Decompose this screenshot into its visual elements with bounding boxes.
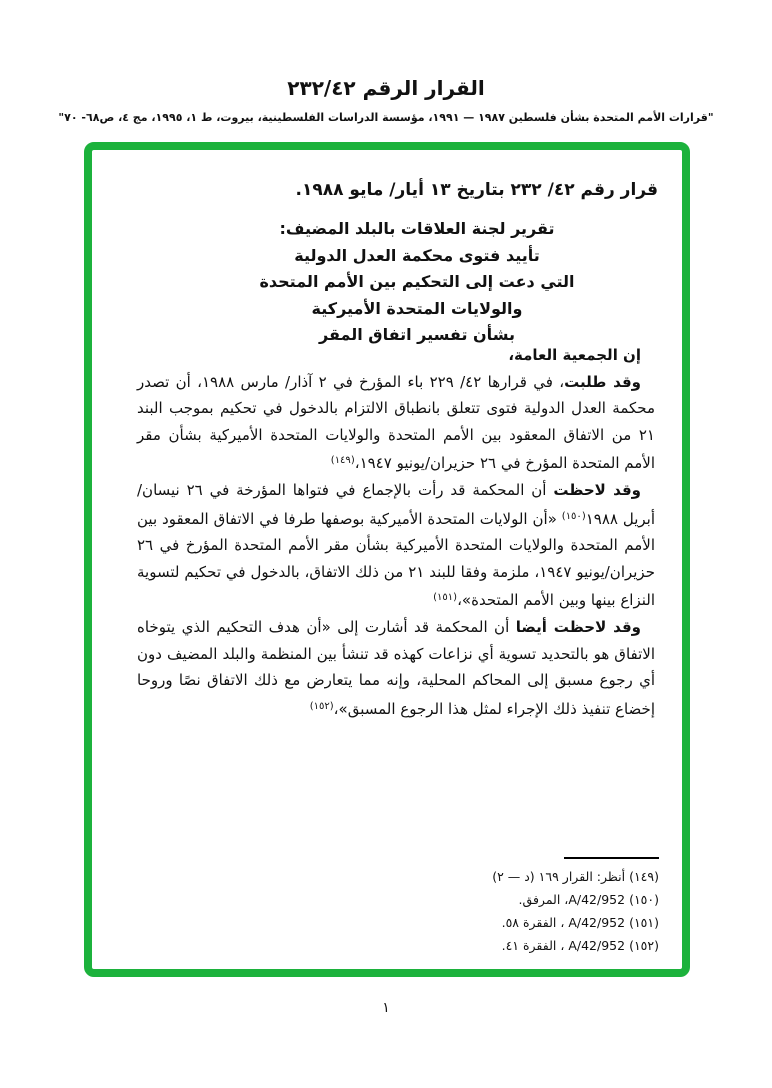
footnotes-block: [122, 857, 659, 957]
body-paragraph: وقد طلبت، في قرارها ٤٢/ ٢٢٩ باء المؤرخ في ٢ آذار/ مارس ١٩٨٨، أن تصدر محكمة العدل الدولية فتوى تتعلق بانطباق الالتزام بالدخول في تحكيم بموجب البند ٢١ من الاتفاق المعقود بين الأمم المتحدة والولايات المتحدة الأميركية بشأن مقر الأمم المتحدة المؤرخ في ٢٦ حزيران/يونيو ١٩٤٧،$^{(١٤٩)}$: [137, 372, 655, 473]
footnote-item: (١٥٠) A/42/952، المرفق.: [518, 892, 659, 907]
resolution-body: [137, 342, 655, 722]
footnote-item: (١٥١) A/42/952 ، الفقرة ٥٨.: [501, 915, 659, 930]
resolution-heading: قرار رقم ٤٢/ ٢٣٢ بتاريخ ١٣ أيار/ مايو ١٩٨٨.: [295, 180, 658, 200]
subject-line: التي دعت إلى التحكيم بين الأمم المتحدة: [259, 272, 575, 291]
subject-line: والولايات المتحدة الأميركية: [311, 298, 523, 318]
source-citation: "قرارات الأمم المتحدة بشأن فلسطين ١٩٨٧ — ١٩٩١، مؤسسة الدراسات الفلسطينية، بيروت، ط ١، ١٩٩٥، مج ٤، ص٦٨- ٧٠": [58, 111, 714, 124]
page-title: القرار الرقم ٢٣٢/٤٢: [287, 76, 485, 100]
assembly-opening: إن الجمعية العامة،: [508, 346, 641, 364]
subject-line: تأييد فتوى محكمة العدل الدولية: [294, 245, 540, 265]
subject-line: بشأن تفسير اتفاق المقر: [319, 325, 515, 344]
body-paragraph: وقد لاحظت أيضا أن المحكمة قد أشارت إلى «أن هدف التحكيم الذي يتوخاه الاتفاق هو بالتحديد تسوية أي نزاعات كهذه قد تنشأ بين المنظمة والبلد المضيف دون أي رجوع مسبق إلى المحاكم المحلية، وإنه مما يتعارض مع ذلك الاتفاق نصًا وروحا إخضاع تنفيذ ذلك الإجراء لمثل هذا الرجوع المسبق»،$^{(١٥٢)}$: [137, 617, 655, 718]
footnote-item: (١٤٩) أنظر: القرار ١٦٩ (د — ٢): [492, 869, 659, 884]
subject-line: تقرير لجنة العلاقات بالبلد المضيف:: [279, 219, 555, 238]
footnote-separator: [564, 857, 659, 859]
resolution-subject-block: [122, 216, 712, 349]
resolution-box: [84, 142, 690, 977]
page-number: ١: [382, 1000, 390, 1016]
footnote-item: (١٥٢) A/42/952 ، الفقرة ٤١.: [501, 938, 659, 953]
body-paragraph: وقد لاحظت أن المحكمة قد رأت بالإجماع في فتواها المؤرخة في ٢٦ نيسان/ أبريل ١٩٨٨$^{(١٥٠)}$ «أن الولايات المتحدة الأميركية بوصفها طرفا في الاتفاق المعقود بين الأمم المتحدة والولايات المتحدة الأميركية بشأن مقر الأمم المتحدة المؤرخ في ٢٦ حزيران/يونيو ١٩٤٧، ملزمة وفقا للبند ٢١ من ذلك الاتفاق، بالدخول في تحكيم لتسوية النزاع بينها وبين الأمم المتحدة»،$^{(١٥١)}$: [137, 480, 656, 610]
